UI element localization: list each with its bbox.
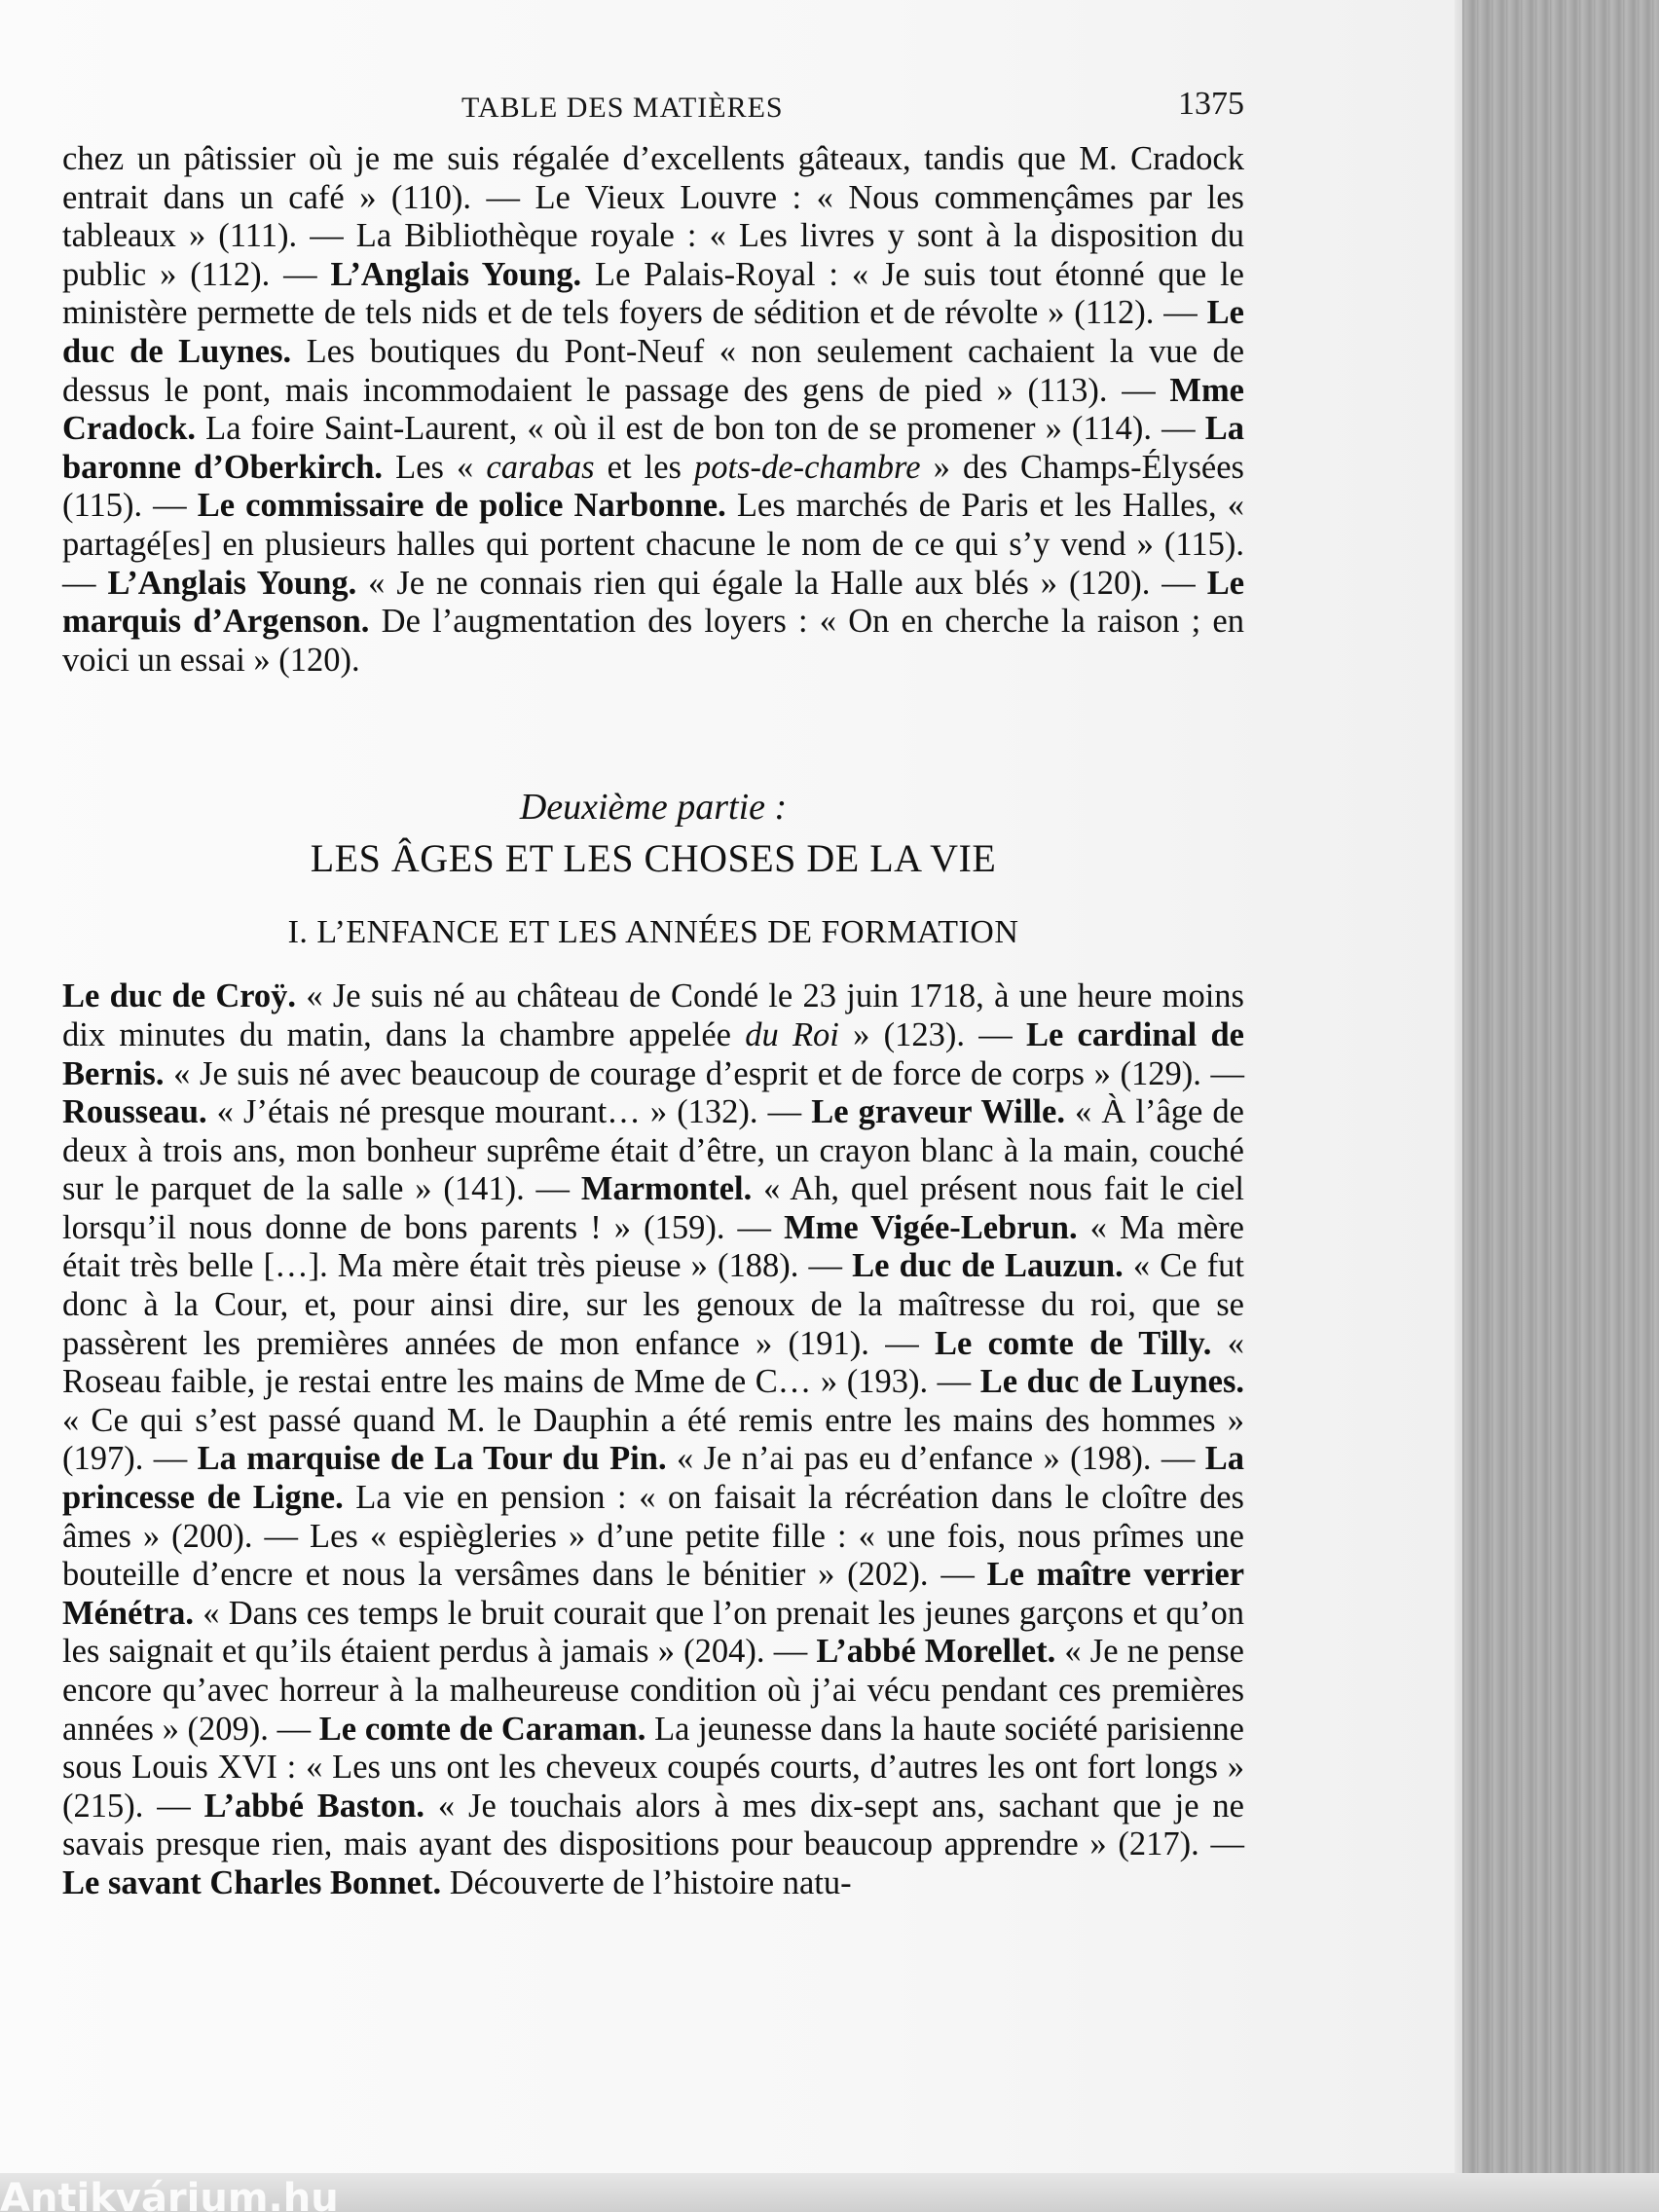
text-column [62,140,1244,1903]
author-name: La baronne d’Oberkirch. [62,410,1244,486]
author-name: L’Anglais Young. [330,255,582,293]
author-name: Marmontel. [580,1170,753,1208]
text-run: Les « [383,448,487,486]
text-run: « Ah, quel présent nous fait le ciel lorsqu’il nous donne de bons parents ! » (159). — [62,1170,1244,1246]
page-header [62,86,1244,130]
chapter-title: I. L’ENFANCE ET LES ANNÉES DE FORMATION [287,914,1019,951]
paragraph-chapter-one [62,977,1244,1902]
text-run: « Je suis né au château de Condé le 23 juin 1718, à une heure moins dix minutes du matin, dans la chambre appelée [62,977,1244,1053]
spacer [62,886,1244,909]
text-run: La jeunesse dans la haute société parisienne sous Louis XVI : « Les uns ont les cheveux coupés courts, d’autres les ont fort longs » (215). — [62,1710,1244,1825]
author-name: L’Anglais Young. [107,564,357,602]
author-name: La princesse de Ligne. [62,1440,1244,1517]
author-name: Le comte de Caraman. [318,1710,646,1748]
text-run: De l’augmentation des loyers : « On en cherche la raison ; en voici un essai » (120). [62,603,1244,679]
text-run: « Roseau faible, je restai entre les mains de Mme de C… » (193). — [62,1324,1244,1401]
author-name: Le savant Charles Bonnet. [62,1863,442,1901]
text-run: « J’étais né presque mourant… » (132). — [206,1093,812,1131]
author-name: La marquise de La Tour du Pin. [197,1440,667,1478]
part-label: Deuxième partie : [519,787,788,829]
text-run: « Je ne pense encore qu’avec horreur à la malheureuse condition où j’ai vécu pendant ces premières années » (209). — [62,1633,1244,1748]
text-run: Découverte de l’histoire natu- [441,1863,852,1901]
text-run: Les boutiques du Pont-Neuf « non seulement cachaient la vue de dessus le pont, mais incommodaient le passage des gens de pied » (113). — [62,332,1245,409]
page-number: 1375 [1178,86,1244,122]
author-name: Le duc de Croÿ. [62,977,297,1015]
running-title: TABLE DES MATIÈRES [461,92,784,124]
text-run: Le Palais-Royal : « Je suis tout étonné que le ministère permette de tels nids et de tels foyers de sédition et de révolte » (112). — [62,255,1244,332]
text-run: chez un pâtissier où je me suis régalée d’excellents gâteaux, tandis que M. Cradock entrait dans un café » (110). — Le Vieux Louvre : « Nous commençâmes par les tableaux » (111). — La Bibliothèque royale : « Les livres y sont à la disposition du public » (112). — [62,140,1244,293]
paragraph-first-part-end [62,140,1244,680]
text-run: La vie en pension : « on faisait la récréation dans le cloître des âmes » (200). — Les « espiègleries » d’une petite fille : « une fois, nous prîmes une bouteille d’encre et nous la versâmes dans le bénitier » (202). — [62,1479,1244,1594]
text-run: Les marchés de Paris et les Halles, « partagé[es] en plusieurs halles qui portent chacune le nom de ce qui s’y vend » (115). — [62,487,1244,602]
author-name: L’abbé Baston. [203,1787,425,1825]
italic-term: pots-de-chambre [694,448,921,486]
page-edge [1455,0,1462,2212]
author-name: Le duc de Lauzun. [852,1247,1124,1285]
spacer [62,956,1244,977]
author-name: Le duc de Luynes. [62,294,1244,370]
author-name: Le maître verrier Ménétra. [62,1556,1245,1632]
italic-term: du Roi [745,1015,839,1053]
next-page-edge [1462,0,1659,2212]
author-name: Le comte de Tilly. [935,1324,1212,1362]
author-name: Le commissaire de police Narbonne. [197,487,726,525]
text-run: « Ce fut donc à la Cour, et, pour ainsi dire, sur les genoux de la maîtresse du roi, que se passèrent les premières années de mon enfance » (191). — [62,1247,1244,1362]
text-run: « Je touchais alors à mes dix-sept ans, sachant que je ne savais presque rien, mais ayant des dispositions pour beaucoup apprendre » (217). — [62,1787,1244,1863]
text-run: « Je n’ai pas eu d’enfance » (198). — [666,1440,1205,1478]
text-run: « Dans ces temps le bruit courait que l’on prenait les jeunes garçons et qu’on les saignait et qu’ils étaient perdus à jamais » (204). — [62,1594,1244,1671]
text-run: « Ce qui s’est passé quand M. le Dauphin a été remis entre les mains des hommes » (197). — [62,1401,1244,1478]
spacer [62,680,1244,783]
part-title: LES ÂGES ET LES CHOSES DE LA VIE [310,836,997,881]
author-name: Rousseau. [62,1093,207,1131]
author-name: Le marquis d’Argenson. [62,564,1245,641]
text-run: « À l’âge de deux à trois ans, mon bonheur suprême était d’être, un crayon blanc à la main, couché sur le parquet de la salle » (141). — [62,1093,1244,1208]
text-run: « Je suis né avec beaucoup de courage d’esprit et de force de corps » (129). — [164,1054,1244,1092]
author-name: Le graveur Wille. [811,1093,1065,1131]
author-name: Le cardinal de Bernis. [62,1015,1244,1092]
text-run: « Je ne connais rien qui égale la Halle aux blés » (120). — [356,564,1207,602]
text-run: et les [594,448,695,486]
watermark: Antikvárium.hu [0,2179,339,2212]
text-run: » des Champs-Élysées (115). — [62,448,1244,525]
text-run: » (123). — [838,1015,1026,1053]
italic-term: carabas [486,448,595,486]
text-run: La foire Saint-Laurent, « où il est de bon ton de se promener » (114). — [196,410,1205,448]
author-name: Mme Vigée-Lebrun. [784,1208,1078,1246]
author-name: Mme Cradock. [62,371,1244,448]
author-name: L’abbé Morellet. [816,1633,1056,1671]
author-name: Le duc de Luynes. [979,1363,1245,1401]
text-run: « Ma mère était très belle […]. Ma mère était très pieuse » (188). — [62,1208,1244,1285]
